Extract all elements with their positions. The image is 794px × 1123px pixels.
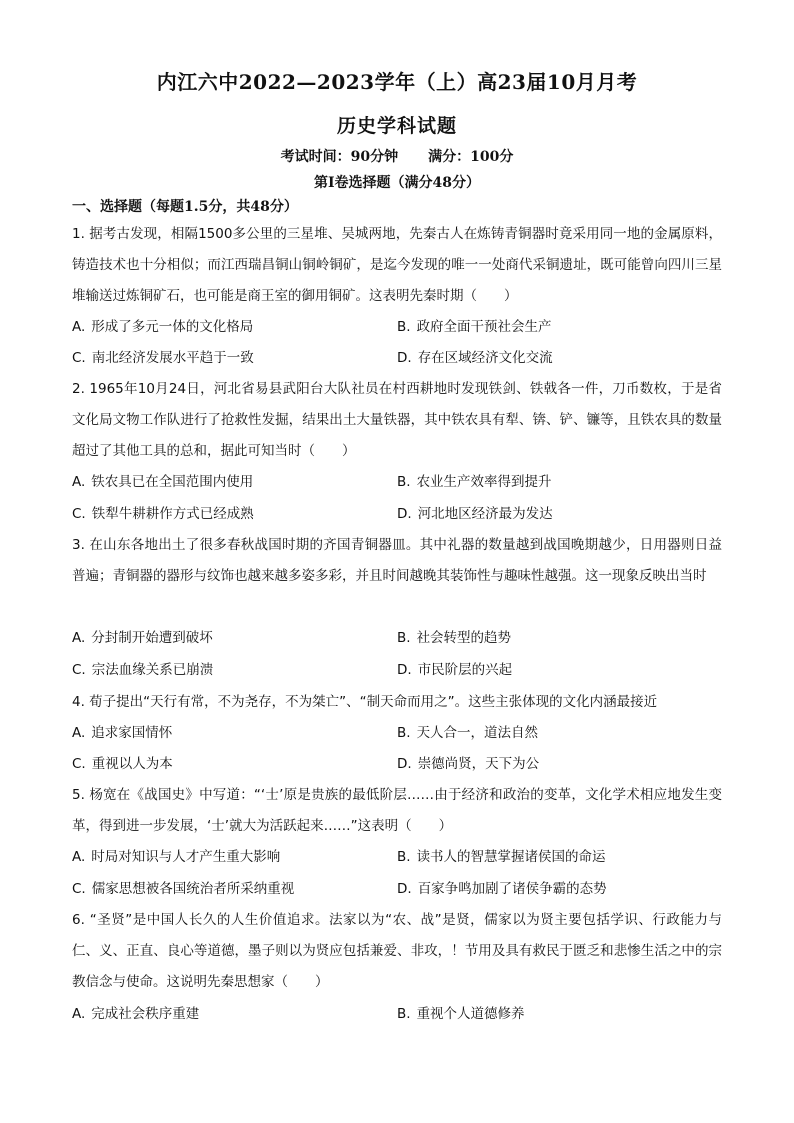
option-text: 分封制开始遭到破坏	[91, 630, 213, 646]
option-letter: B.	[397, 1006, 411, 1022]
option-text: 天人合一，道法自然	[416, 725, 539, 741]
question-6-option-b	[397, 1004, 525, 1024]
question-5-option-a	[72, 847, 280, 867]
question-6-stem: 6. “圣贤”是中国人长久的人生价值追求。法家以为“农、战”是贤，儒家以为贤主要包括学识、行政能力与仁、义、正直、良心等道德，墨子则以为贤应包括兼爱、非攻，！节用及具有救民于匮乏和悲惨生活之中的宗教信念与使命。这说明先秦思想家（ ）	[72, 912, 722, 990]
question-2-option-a	[72, 472, 253, 492]
option-letter: A.	[72, 849, 86, 865]
option-text: 河北地区经济最为发达	[417, 506, 553, 522]
question-1-option-b	[397, 317, 552, 337]
full-score: 满分：100分	[428, 149, 514, 165]
question-4-option-b	[397, 723, 538, 743]
option-letter: A.	[72, 319, 86, 335]
option-letter: D.	[397, 756, 412, 772]
exam-time: 考试时间：90分钟	[280, 149, 399, 165]
option-letter: C.	[72, 506, 86, 522]
question-2-option-b	[397, 472, 552, 492]
question-4-option-a	[72, 723, 172, 743]
question-4-stem: 4. 荀子提出“天行有常，不为尧存，不为桀亡”、“制天命而用之”。这些主张体现的文化内涵最接近	[72, 694, 658, 710]
exam-subtitle: 历史学科试题	[336, 115, 457, 137]
option-text: 读书人的智慧掌握诸侯国的命运	[416, 849, 606, 865]
question-6-option-a	[72, 1004, 199, 1024]
option-letter: D.	[397, 350, 412, 366]
exam-info	[0, 146, 794, 166]
option-letter: C.	[72, 756, 86, 772]
option-letter: D.	[397, 506, 412, 522]
option-text: 铁犁牛耕耕作方式已经成熟	[91, 506, 254, 522]
question-1-option-a	[72, 317, 253, 337]
option-text: 存在区域经济文化交流	[417, 350, 553, 366]
question-5-option-b	[397, 847, 606, 867]
question-1-option-c	[72, 348, 254, 368]
option-text: 宗法血缘关系已崩溃	[91, 662, 214, 678]
option-letter: C.	[72, 662, 86, 678]
option-text: 形成了多元一体的文化格局	[91, 319, 254, 335]
option-letter: A.	[72, 725, 86, 741]
question-3-option-d	[397, 660, 512, 680]
option-letter: B.	[397, 725, 411, 741]
question-1-option-d	[397, 348, 553, 368]
question-5-stem: 5. 杨宽在《战国史》中写道：“‘士’原是贵族的最低阶层……由于经济和政治的变革，文化学术相应地发生变革，得到进一步发展，‘士’就大为活跃起来……”这表明（ ）	[72, 787, 722, 834]
option-text: 重视以人为本	[91, 756, 173, 772]
option-letter: B.	[397, 319, 411, 335]
option-letter: B.	[397, 474, 411, 490]
option-letter: B.	[397, 849, 411, 865]
option-letter: D.	[397, 881, 412, 897]
option-letter: C.	[72, 350, 86, 366]
volume-heading: 第Ⅰ卷选择题（满分48分）	[313, 175, 481, 191]
question-3-option-c	[72, 660, 213, 680]
question-4-option-c	[72, 754, 173, 774]
question-3-option-a	[72, 628, 213, 648]
question-1-stem: 1. 据考古发现，相隔1500多公里的三星堆、吴城两地，先秦古人在炼铸青铜器时竟采用同一地的金属原料，铸造技术也十分相似；而江西瑞昌铜山铜岭铜矿，是迄今发现的唯一一处商代采铜遗址，既可能曾向四川三星堆输送过炼铜矿石，也可能是商王室的御用铜矿。这表明先秦时期（ ）	[72, 226, 722, 304]
question-3-stem: 3. 在山东各地出土了很多春秋战国时期的齐国青铜器皿。其中礼器的数量越到战国晚期越少，日用器则日益普遍；青铜器的器形与纹饰也越来越多姿多彩，并且时间越晚其装饰性与趣味性越强。这一现象反映出当时	[72, 537, 722, 584]
option-text: 铁农具已在全国范围内使用	[91, 474, 254, 490]
section-heading: 一、选择题（每题1.5分，共48分）	[72, 199, 298, 215]
question-5-option-c	[72, 879, 294, 899]
option-letter: A.	[72, 630, 86, 646]
question-4-option-d	[397, 754, 539, 774]
option-text: 农业生产效率得到提升	[416, 474, 552, 490]
option-letter: A.	[72, 474, 86, 490]
question-2-option-d	[397, 504, 553, 524]
option-text: 南北经济发展水平趋于一致	[91, 350, 254, 366]
question-2-option-c	[72, 504, 254, 524]
option-text: 重视个人道德修养	[416, 1006, 525, 1022]
option-text: 社会转型的趋势	[416, 630, 512, 646]
option-text: 儒家思想被各国统治者所采纳重视	[91, 881, 295, 897]
question-5-option-d	[397, 879, 607, 899]
exam-title: 内江六中2022—2023学年（上）高23届10月月考	[156, 70, 638, 94]
option-letter: D.	[397, 662, 412, 678]
question-3-option-b	[397, 628, 511, 648]
option-text: 市民阶层的兴起	[417, 662, 513, 678]
option-letter: C.	[72, 881, 86, 897]
option-text: 政府全面干预社会生产	[416, 319, 552, 335]
option-text: 追求家国情怀	[91, 725, 173, 741]
option-text: 百家争鸣加剧了诸侯争霸的态势	[417, 881, 607, 897]
option-text: 时局对知识与人才产生重大影响	[91, 849, 281, 865]
question-2-stem: 2. 1965年10月24日，河北省易县武阳台大队社员在村西耕地时发现铁剑、铁戟各一件，刀币数枚，于是省文化局文物工作队进行了抢救性发掘，结果出土大量铁器，其中铁农具有犁、锛、铲、镰等，且铁农具的数量超过了其他工具的总和，据此可知当时（ ）	[72, 381, 722, 459]
option-text: 完成社会秩序重建	[91, 1006, 200, 1022]
option-text: 崇德尚贤，天下为公	[417, 756, 540, 772]
option-letter: B.	[397, 630, 411, 646]
option-letter: A.	[72, 1006, 86, 1022]
